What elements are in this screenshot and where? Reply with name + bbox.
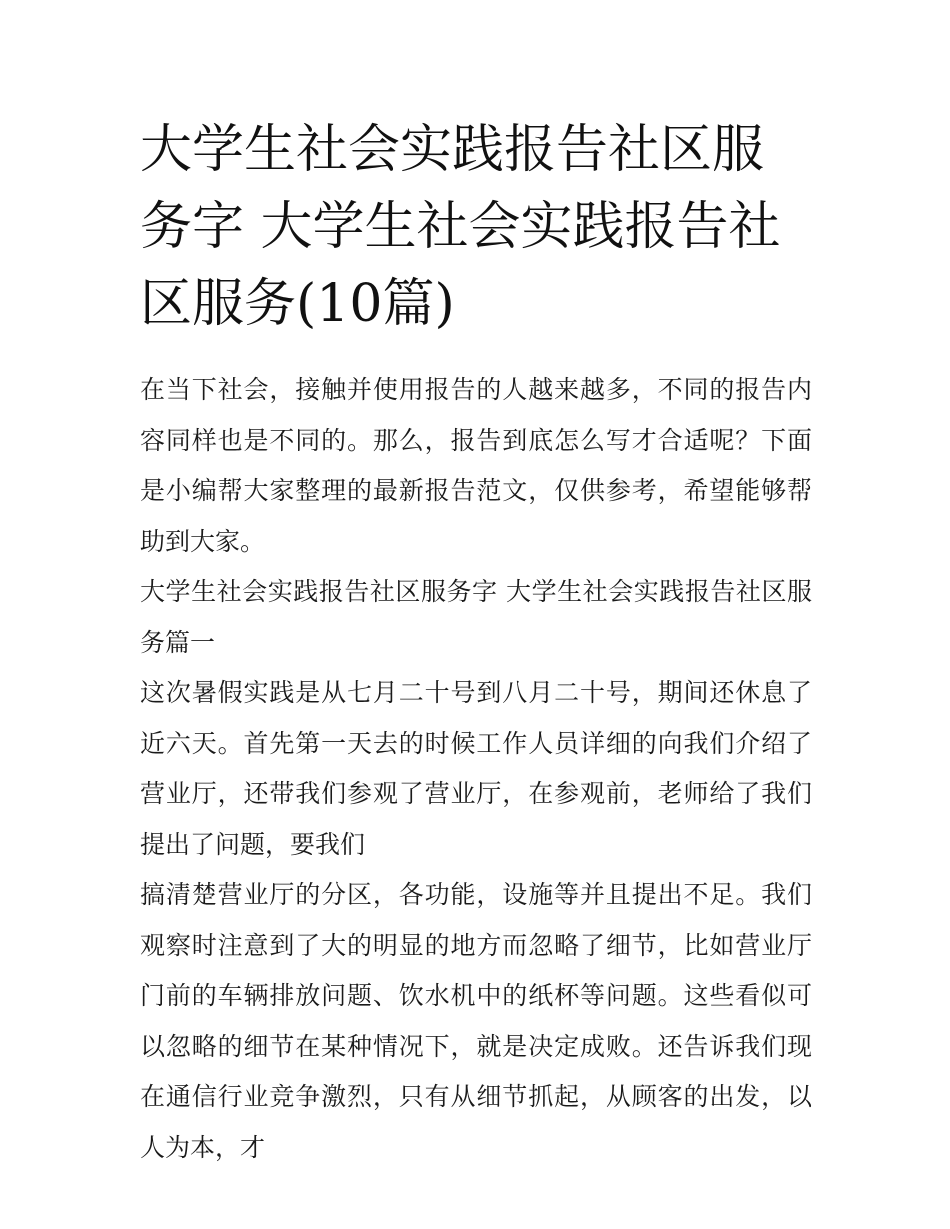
body-paragraph: 搞清楚营业厅的分区，各功能，设施等并且提出不足。我们观察时注意到了大的明显的地方而忽略了细节，比如营业厅门前的车辆排放问题、饮水机中的纸杯等问题。这些看似可以忽略的细节在某种情况下，就是决定成败。还告诉我们现在通信行业竞争激烈，只有从细节抓起，从顾客的出发，以人为本，才	[140, 880, 812, 1162]
body-paragraph: 这次暑假实践是从七月二十号到八月二十号，期间还休息了近六天。首先第一天去的时候工作人员详细的向我们介绍了营业厅，还带我们参观了营业厅，在参观前，老师给了我们提出了问题，要我们	[140, 678, 812, 859]
section-heading: 大学生社会实践报告社区服务字 大学生社会实践报告社区服务篇一	[140, 577, 812, 657]
intro-paragraph: 在当下社会，接触并使用报告的人越来越多，不同的报告内容同样也是不同的。那么，报告到底怎么写才合适呢？下面是小编帮大家整理的最新报告范文，仅供参考，希望能够帮助到大家。	[140, 375, 812, 556]
document-body	[140, 112, 812, 1173]
document-title: 大学生社会实践报告社区服务字 大学生社会实践报告社区服务(10篇)	[140, 120, 781, 334]
